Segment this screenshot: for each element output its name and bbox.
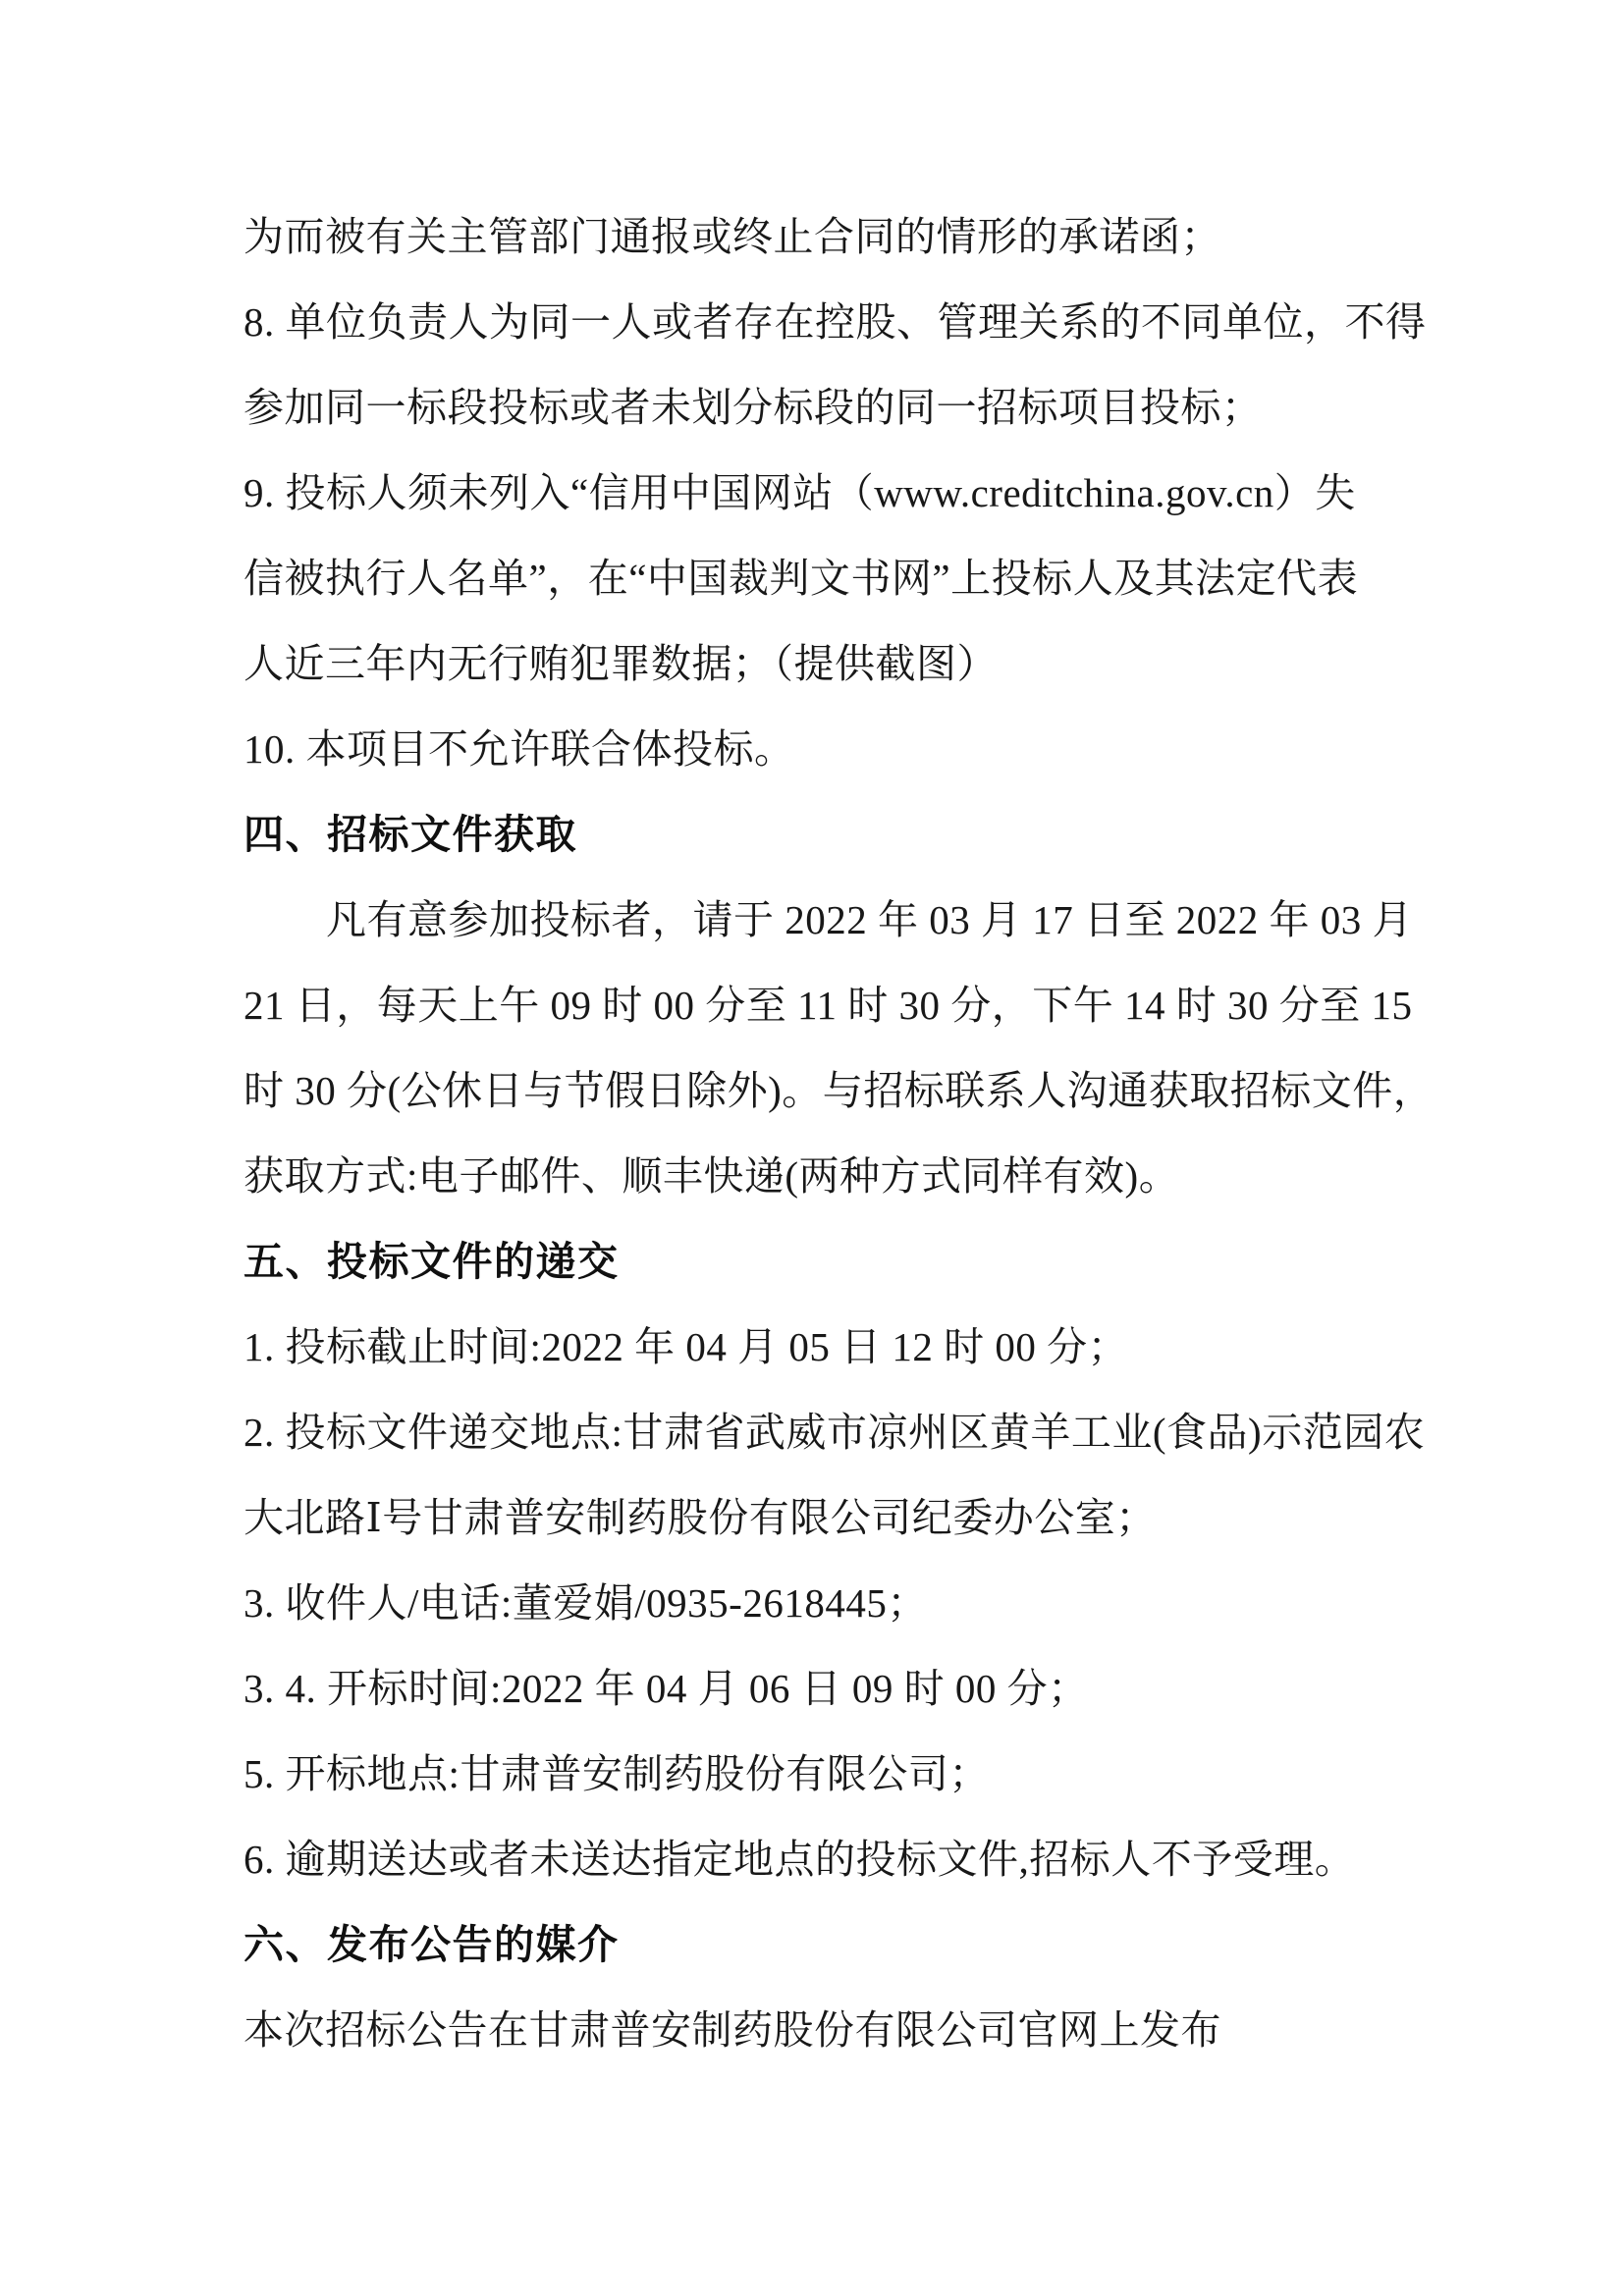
doc-line-recipient-phone: 3. 收件人/电话:董爱娟/0935-2618445； (244, 1580, 928, 1626)
doc-line-item-8: 8. 单位负责人为同一人或者存在控股、管理关系的不同单位，不得 (244, 299, 1427, 345)
doc-line-submission-address: 2. 投标文件递交地点:甘肃省武威市凉州区黄羊工业(食品)示范园农 (244, 1410, 1426, 1455)
doc-line-acquisition-period-3: 时 30 分(公休日与节假日除外)。与招标联系人沟通获取招标文件， (244, 1068, 1435, 1113)
doc-line-item-9: 9. 投标人须未列入“信用中国网站（www.creditchina.gov.cn）失 (244, 470, 1356, 515)
doc-line-announcement-website: 本次招标公告在甘肃普安制药股份有限公司官网上发布 (244, 2007, 1221, 2053)
doc-line-item-9-continued: 信被执行人名单”，在“中国裁判文书网”上投标人及其法定代表 (244, 556, 1359, 601)
section-heading-announcement-media: 六、发布公告的媒介 (244, 1922, 620, 1967)
doc-line-item-10: 10. 本项目不允许联合体投标。 (244, 726, 795, 772)
doc-line-item-9-continued-2: 人近三年内无行贿犯罪数据；（提供截图） (244, 641, 998, 686)
section-heading-doc-acquisition: 四、招标文件获取 (244, 812, 577, 857)
doc-line-submission-address-2: 大北路Ⅰ号甘肃普安制药股份有限公司纪委办公室； (244, 1495, 1157, 1540)
doc-line-acquisition-period-2: 21 日，每天上午 09 时 00 分至 11 时 30 分，下午 14 时 30 分至 15 (244, 983, 1413, 1028)
doc-line-opening-time: 3. 4. 开标时间:2022 年 04 月 06 日 09 时 00 分； (244, 1666, 1089, 1711)
doc-line-acquisition-method: 获取方式:电子邮件、顺丰快递(两种方式同样有效)。 (244, 1153, 1180, 1199)
doc-line-acquisition-period: 凡有意参加投标者，请于 2022 年 03 月 17 日至 2022 年 03 月 (326, 897, 1413, 942)
doc-line-item-8-continued: 参加同一标段投标或者未划分标段的同一招标项目投标； (244, 385, 1263, 430)
section-heading-bid-submission: 五、投标文件的递交 (244, 1239, 620, 1284)
document-text-block (244, 194, 1435, 2073)
doc-line-opening-place: 5. 开标地点:甘肃普安制药股份有限公司； (244, 1751, 990, 1796)
doc-line-commitment-letter: 为而被有关主管部门通报或终止合同的情形的承诺函； (244, 214, 1221, 259)
doc-line-deadline: 1. 投标截止时间:2022 年 04 月 05 日 12 时 00 分； (244, 1324, 1129, 1369)
doc-line-late-delivery: 6. 逾期送达或者未送达指定地点的投标文件,招标人不予受理。 (244, 1837, 1356, 1882)
